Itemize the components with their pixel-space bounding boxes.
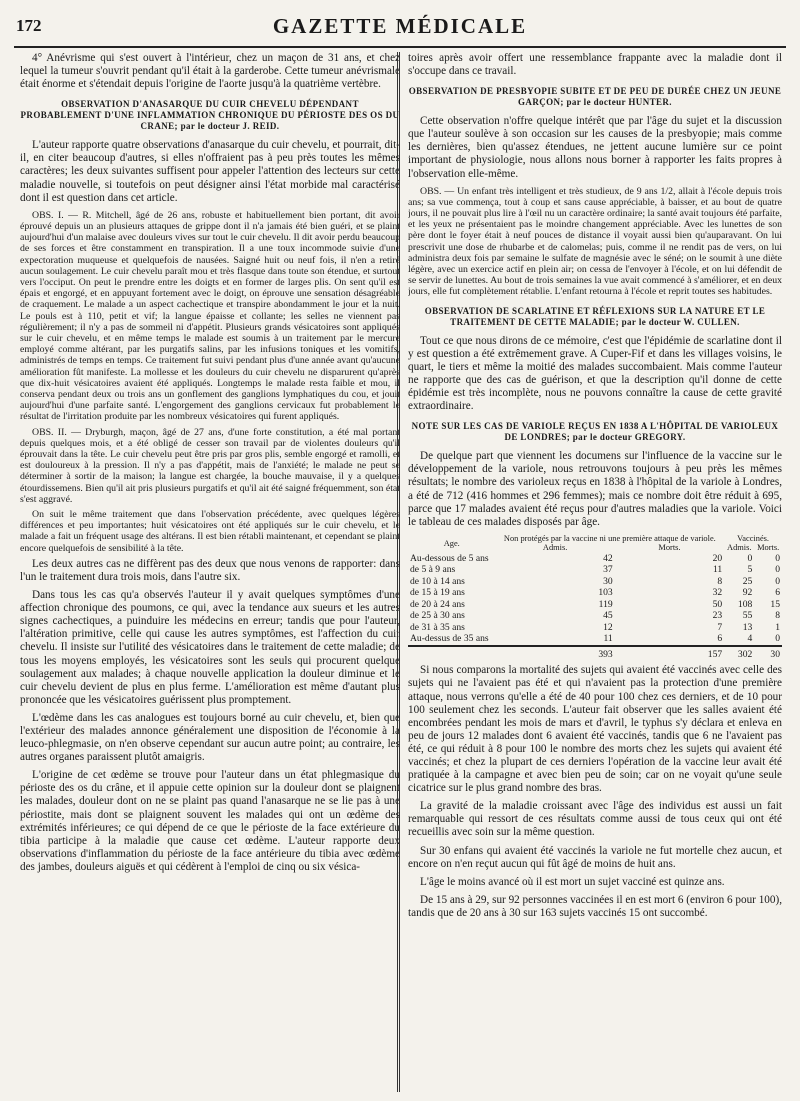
reid-intro: L'auteur rapporte quatre observations d'anasarque du cuir chevelu, et pourrait, dit-il, en citer beaucoup d'autres, si elles n'offraient pas à peu près toutes les mêmes caractères; les deux suivantes suffisent pour appeler l'attention des lecteurs sur cette maladie nouvelle, si toutefois on peut désigner ainsi l'état morbide mal caractérisé dont il est question dans cet article.	[20, 139, 400, 204]
header-rule	[14, 46, 786, 48]
table-header-row	[408, 534, 782, 544]
morts-unvaccinated: 6	[717, 633, 723, 645]
gregory-heading: NOTE SUR LES CAS DE VARIOLE REÇUS EN 1838 A L'HÔPITAL DE VARIOLEUX DE LONDRES; par le docteur GREGORY.	[411, 421, 779, 443]
table-row	[408, 553, 782, 565]
table-row	[408, 599, 782, 611]
cullen-heading: OBSERVATION DE SCARLATINE ET RÉFLEXIONS SUR LA NATURE ET LE TRAITEMENT DE CETTE MALADIE; par le docteur W. CULLEN.	[424, 305, 766, 327]
admis-vaccinated: 5	[747, 564, 753, 576]
col-admis: Admis.	[542, 543, 568, 553]
morts-vaccinated: 1	[775, 621, 780, 633]
paragraph-de-15: De 15 ans à 29, sur 92 personnes vaccinées il en est mort 6 (environ 6 pour 100), tandis que de 20 ans à 30 sur 163 sujets vaccinés 15 ont succombé.	[408, 893, 782, 919]
hunter-heading: OBSERVATION DE PRESBYOPIE SUBITE ET DE PEU DE DURÉE CHEZ UN JEUNE GARÇON; par le docteur HUNTER.	[408, 86, 782, 108]
total-morts-vaccinated: 30	[754, 646, 782, 661]
paragraph-gravite: La gravité de la maladie croissant avec l'âge des individus est aussi un fait remarquable qui ressort de ces résultats comme aussi de tous ceux qui ont été recueillis avec soin sur la même question.	[408, 800, 782, 839]
morts-vaccinated: 0	[775, 575, 780, 587]
admis-vaccinated: 13	[742, 621, 753, 633]
gregory-text: De quelque part que viennent les documens sur l'influence de la vaccine sur le développement de la variole, nous retrouvons toujours à peu près les mêmes résultats; le nombre des varioleux reçus en 1838 à l'hôpital de la variole à Londres, a été de 712 (416 hommes et 296 femmes); mais ce nombre doit être réduit à 695, parce que 17 malades avaient été reçus pour d'autres maladies que la variole. Voici le tableau de ces malades disposés par âge.	[408, 450, 782, 528]
paragraph-dans-tous: Dans tous les cas qu'a observés l'auteur il y avait quelques symptômes d'une affection chronique des poumons, ce qui, avec la tendance aux sueurs et les autres signes cachectiques, a puinduire les médecins en erreur; tandis que pour l'auteur, l'altération primitive, celle qui cause les autres symptômes, est l'affection du cuir chevelu. Il insiste sur l'utilité des vésicatoires dans le traitement de cette maladie; de tous les moyens employés, les vésicatoires sont les seuls qui procurent quelque soulagement aux malades; à chaque nouvelle application la douleur diminue et le cuir chevelu devient de plus en plus ferme. L'amélioration est même d'autant plus prononcée que les vésicatoires guérissent plus promptement.	[20, 589, 400, 706]
hunter-intro: Cette observation n'offre quelque intérêt que par l'âge du sujet et la discussion que l'auteur soulève à son occasion sur les causes de la presbyopie; mais comme les dernières, bien qu'assez étendues, ne jettent aucune lumière sur ce point important de physiologie, nous allons nous borner à rapporter les faits propres à l'observation elle-même.	[408, 115, 782, 180]
reid-obs-2: OBS. II. — Dryburgh, maçon, âgé de 27 ans, d'une forte constitution, a été mal portant depuis quelques mois, et a été obligé de cesser son travail par de violentes douleurs qu'il éprouvait dans la tête. Le cuir chevelu peut être pris par gros plis, semble engorgé et ramolli, et est douloureux à la pression. Il n'y a pas d'appétit, mais de l'anxiété; le malade ne peut se déterminer à sortir de la maison; la langue est chargée, la bouche mauvaise, il y a quelques étourdissemens. Bien qu'il ait pris plusieurs purgatifs et qu'il ait été saigné fréquemment, son état s'est aggravé.	[20, 426, 400, 505]
morts-unvaccinated: 50	[712, 598, 723, 610]
paragraph-origine: L'origine de cet œdème se trouve pour l'auteur dans un état phlegmasique du périoste des os du crâne, et il appuie cette opinion sur la douleur dont se plaignent les malades, douleur dont on ne se plaint pas quand l'anasarque ne se lie pas à une périostite, mais dont se plaignent souvent les malades qui ont un œdème des extrémités inférieures; ce qui dépend de ce que le périoste de la face extérieure du tibia participe à la maladie que cause cet œdème. L'auteur rapporte deux observations d'inflammation du périoste de la face antérieure du tibia avec œdème des jambes, douleurs aiguës et qui cédèrent à l'emploi de cinq ou six vésica-	[20, 769, 400, 873]
journal-title: GAZETTE MÉDICALE	[272, 14, 528, 38]
admis-vaccinated: 25	[742, 575, 753, 587]
col-morts: Morts.	[658, 543, 681, 553]
admis-vaccinated: 55	[742, 610, 753, 622]
total-admis-unvaccinated: 393	[496, 646, 615, 661]
morts-vaccinated: 0	[775, 564, 780, 576]
morts-unvaccinated: 8	[717, 575, 723, 587]
age-cell: de 20 à 24 ans	[410, 598, 465, 610]
morts-vaccinated: 8	[775, 610, 780, 622]
morts-vaccinated: 0	[775, 633, 780, 645]
col-age-header: Age.	[443, 538, 460, 548]
smallpox-table	[408, 534, 782, 661]
morts-vaccinated: 6	[775, 587, 780, 599]
table-row	[408, 633, 782, 646]
morts-unvaccinated: 32	[712, 587, 723, 599]
reid-obs-1: OBS. I. — R. Mitchell, âgé de 26 ans, robuste et habituellement bien portant, dit avoir éprouvé depuis un an plusieurs attaques de grippe dont il n'a jamais été bien guéri, et se plaint aujourd'hui d'un malaise avec douleurs vives sur tout le cuir chevelu. Il dit avoir perdu beaucoup de ses forces et être constamment en transpiration. Il a une toux incommode suivie d'une expectoration muqueuse et quelquefois de nausées. Saigné huit ou neuf fois, il n'en a retiré aucun soulagement. Le cuir chevelu paraît mou et très flasque dans toute son étendue, et surtout vers l'occiput. On peut le prendre entre les doigts et en former de larges plis. On sent qu'il est épais et engorgé, et en appuyant fortement avec le doigt, on éprouve une sensation désagréable de craquement. Le malade a un aspect cachectique et transpire abondamment le jour et la nuit. Le pouls est à 110, petit et vif; la langue épaisse et collante; les selles ne viennent pas régulièrement; il n'y a pas de sommeil ni d'appétit. Plusieurs grands vésicatoires sont appliqués sur le cuir chevelu, et en même temps le malade est soumis à un traitement par le mercure employé comme altérant, par les purgatifs salins, par les infusions toniques et les vomitifs, administrés de temps en temps. Ce traitement fut suivi pendant plus d'une année avant qu'aucune amélioration fût manifeste. La mollesse et les douleurs du cuir chevelu ne disparurent qu'après que dix-huit vésicatoires avaient été appliqués. Longtemps le malade resta faible et mou, il conserva pendant deux ou trois ans un gonflement des ganglions lymphatiques du cou, et jouit aujourd'hui d'une parfaite santé. L'engorgement des ganglions cervicaux fut probablement le résultat de l'irritation produite par les nombreux vésicatoires qui furent appliqués.	[20, 209, 400, 423]
paragraph-si-nous: Si nous comparons la mortalité des sujets qui avaient été vaccinés avec celle des sujets qui ne l'avaient pas été et qui n'avaient pas la protection d'une première attaque, nous verrons qu'elle a été de 40 pour 100 chez ces derniers, et de 10 pour 100 seulement chez les seconds. L'auteur fait observer que les salles avaient été encombrées pendant les mois de mars et d'avril, le typhus s'y déclara et enleva en peu de jours 12 malades dont 6 avaient été vaccinés, tandis que 6 ne l'avaient pas été, ce qui réduit à 8 pour 100 le nombre des morts chez les sujets qui avaient été vaccinés; et chez la plupart de ces derniers l'opération de la vaccine leur avait été pratiquée à la campagne et avec bien peu de soin; car on ne voyait qu'une seule cicatrice sur le plus grand nombre des bras.	[408, 664, 782, 795]
reid-continuation: toires après avoir offert une ressemblance frappante avec la maladie dont il s'occupe dans ce travail.	[408, 52, 782, 78]
morts-vaccinated: 0	[775, 552, 780, 564]
admis-unvaccinated: 12	[603, 621, 613, 633]
age-cell: de 15 à 19 ans	[410, 587, 465, 599]
total-morts-unvaccinated: 157	[615, 646, 724, 661]
table-body	[408, 553, 782, 646]
age-cell: de 31 à 35 ans	[410, 621, 465, 633]
age-cell: Au-dessous de 5 ans	[410, 552, 489, 564]
col-admis: Admis.	[727, 543, 752, 553]
right-column	[408, 52, 782, 1092]
morts-unvaccinated: 7	[717, 621, 723, 633]
col-vaccinated-header: Vaccinés.	[737, 533, 770, 543]
admis-unvaccinated: 37	[603, 564, 613, 576]
age-cell: de 5 à 9 ans	[410, 564, 456, 576]
admis-vaccinated: 108	[737, 598, 753, 610]
admis-unvaccinated: 11	[603, 633, 613, 645]
table-row	[408, 576, 782, 588]
table-row	[408, 564, 782, 576]
admis-vaccinated: 92	[742, 587, 753, 599]
column-separator	[397, 52, 402, 1092]
paragraph-sur-30: Sur 30 enfans qui avaient été vaccinés la variole ne fut mortelle chez aucun, et encore on n'en reçut aucun qui fût âgé de moins de huit ans.	[408, 844, 782, 870]
table-row	[408, 587, 782, 599]
morts-unvaccinated: 11	[712, 564, 723, 576]
aneurysm-case: 4° Anévrisme qui s'est ouvert à l'intérieur, chez un maçon de 31 ans, et chez lequel la tumeur s'ouvrit pendant qu'il était à la garderobe. Cette tumeur anévrismale était énorme et s'étendait depuis l'origine de l'aorte jusqu'à la quatrième vertèbre.	[20, 52, 400, 91]
paragraph-age: L'âge le moins avancé où il est mort un sujet vacciné est quinze ans.	[420, 875, 725, 888]
morts-unvaccinated: 20	[712, 552, 723, 564]
table-totals-row	[408, 646, 782, 661]
cullen-text: Tout ce que nous dirons de ce mémoire, c'est que l'épidémie de scarlatine dont il y est question a été extrêmement grave. A Cuper-Fif et dans les villages voisins, le quart, le tiers et même la moitié des malades succombaient. Mais comme l'auteur ne rapporte que des cas de guérison, et que la description qu'il donne de cette épidémie est très incomplète, nous ne pouvons connaître la cause de cette gravité extraordinaire.	[408, 334, 782, 413]
col-unvaccinated-header: Non protégés par la vaccine ni une première attaque de variole.	[503, 533, 716, 543]
col-morts: Morts.	[757, 543, 780, 553]
reid-treatment: On suit le même traitement que dans l'observation précédente, avec quelques légères différences et peu importantes; huit vésicatoires ont été appliqués sur le cuir chevelu, et le malade a fait un fréquent usage des altérans. Il est bien rétabli maintenant, et cependant se plaint encore quelquefois de sensibilité à la tête.	[20, 509, 400, 554]
left-column	[20, 52, 400, 1092]
admis-unvaccinated: 42	[603, 552, 613, 564]
admis-unvaccinated: 119	[598, 598, 613, 610]
admis-unvaccinated: 103	[598, 587, 613, 599]
admis-unvaccinated: 45	[603, 610, 613, 622]
admis-vaccinated: 0	[747, 552, 753, 564]
admis-vaccinated: 4	[747, 633, 753, 645]
age-cell: Au-dessus de 35 ans	[410, 633, 489, 645]
paragraph-oedeme: L'œdème dans les cas analogues est toujours borné au cuir chevelu, et, bien que l'extérieur des malades annonce généralement une disposition de l'économie à la leuco-phlegmasie, on n'en observe cependant sur aucun autre point; au contraire, les autres organes paraissent plutôt amaigris.	[20, 711, 400, 764]
table-row	[408, 622, 782, 634]
total-admis-vaccinated: 302	[724, 646, 754, 661]
morts-unvaccinated: 23	[712, 610, 723, 622]
morts-vaccinated: 15	[770, 598, 780, 610]
admis-unvaccinated: 30	[603, 575, 613, 587]
reid-heading: OBSERVATION D'ANASARQUE DU CUIR CHEVELU DÉPENDANT PROBABLEMENT D'UNE INFLAMMATION CHRONIQUE DU PÉRIOSTE DES OS DU CRANE; par le docteur J. REID.	[20, 99, 400, 132]
age-cell: de 25 à 30 ans	[410, 610, 465, 622]
paragraph-deux-autres: Les deux autres cas ne diffèrent pas des deux que nous venons de rapporter: dans l'un le traitement dura trois mois, dans l'autre six.	[20, 557, 400, 583]
page-number: 172	[16, 16, 42, 35]
table-row	[408, 610, 782, 622]
hunter-obs: OBS. — Un enfant très intelligent et très studieux, de 9 ans 1/2, allait à l'école depuis trois ans; sa vue commença, tout à coup et sans cause appréciable, à baisser, et au bout de quatre jours, il ne pouvait plus lire à l'œil nu un caractère ordinaire; la santé avait toujours été parfaite, et les yeux ne présentaient pas le moindre changement appréciable. Avec les lunettes de son père dont le foyer était à neuf pouces de distance il voyait aussi bien qu'auparavant. On lui prescrivit une dose de rhubarbe et de calomelas; puis, comme il ne rendit pas de vers, on lui administra deux fois par semaine le sulfate de magnésie avec le séné; on le soumit à une diète légère, avec un exercice actif en plein air; on cessa de l'envoyer à l'école, et on lui défendit de se servir de lunettes. Au bout de trois semaines la vue avait commencé à s'améliorer, et en deux jours, elle fut complètement rétablie. L'enfant retourna à l'école et reprit toutes ses habitudes.	[408, 185, 782, 298]
page-header	[12, 14, 788, 40]
age-cell: de 10 à 14 ans	[410, 575, 465, 587]
